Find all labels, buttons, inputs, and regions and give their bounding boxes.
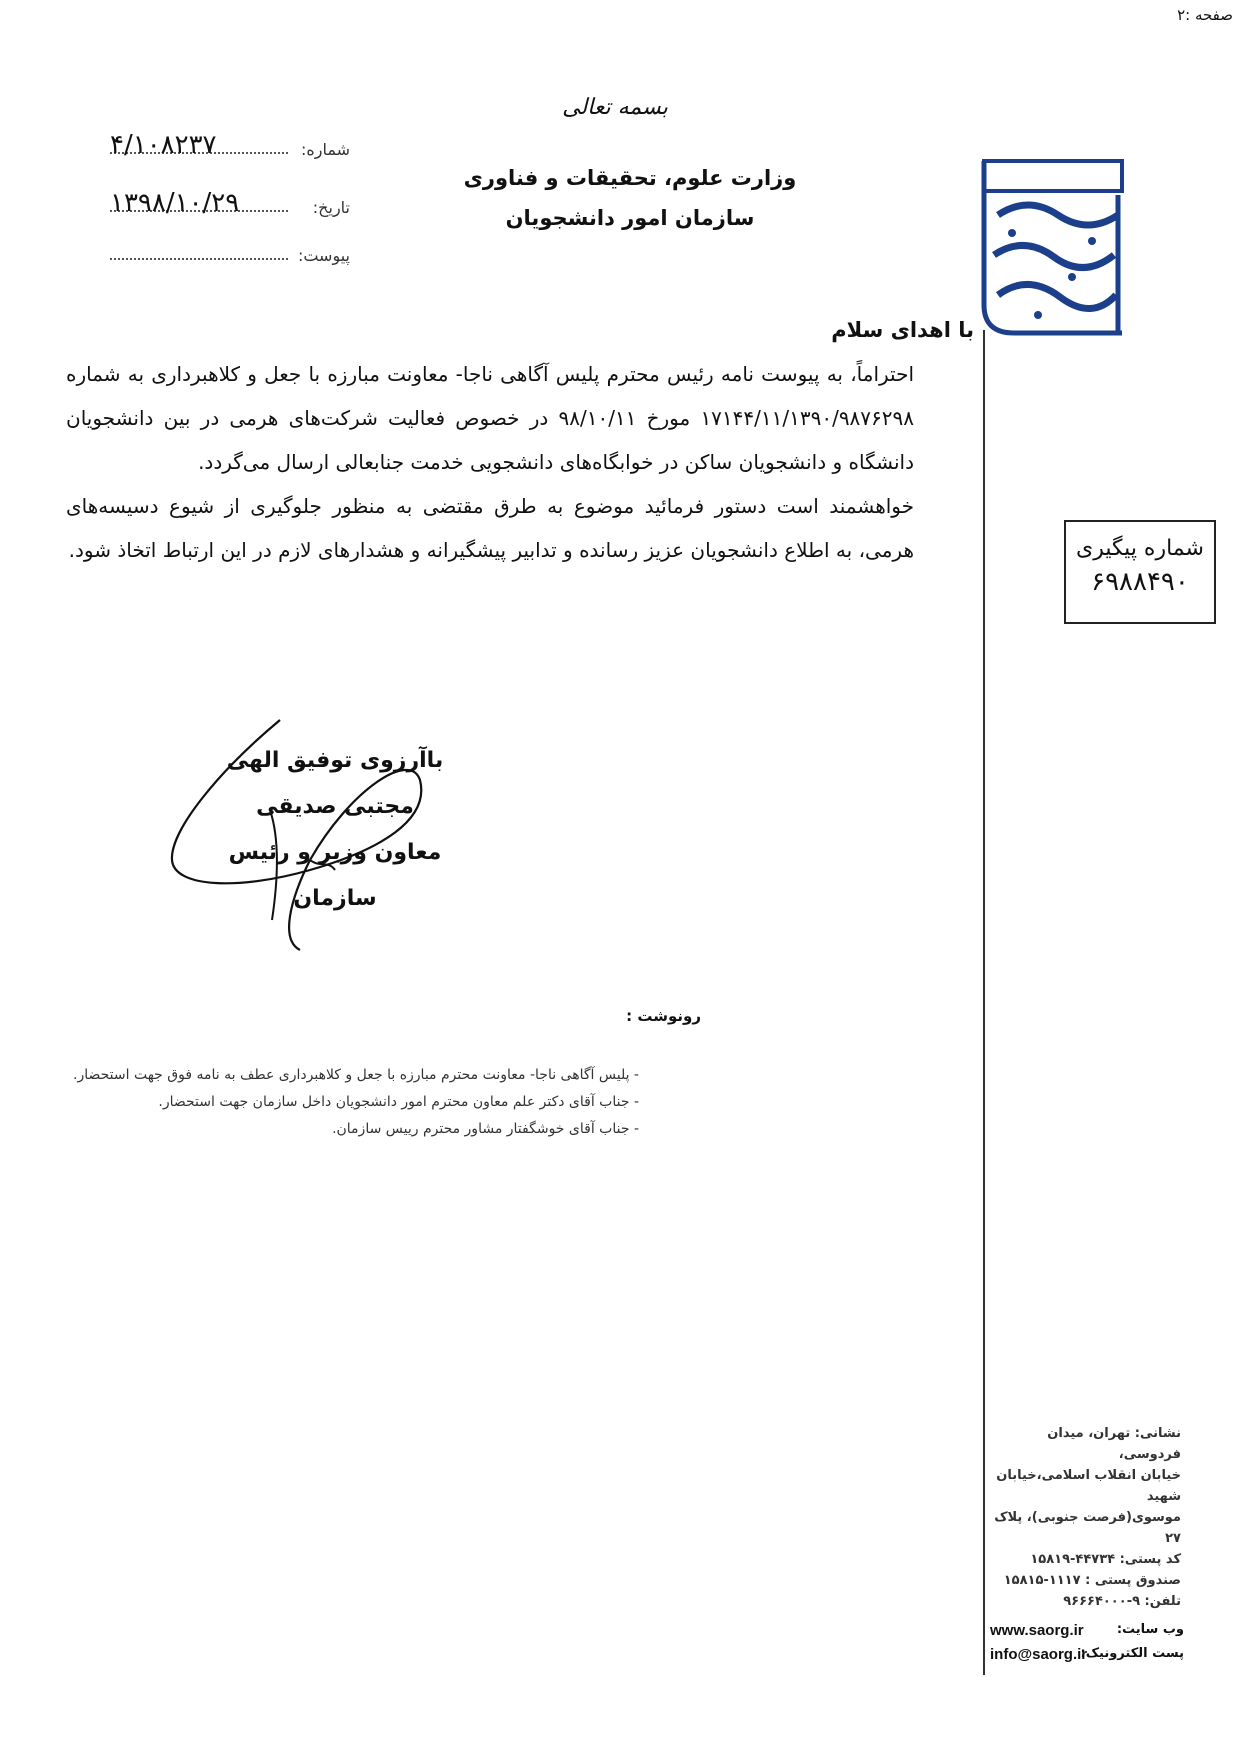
website-row — [990, 1622, 1190, 1646]
tracking-box — [1064, 520, 1216, 624]
body-paragraph-2: خواهشمند است دستور فرمائید موضوع به طرق مقتضی به منظور جلوگیری از شیوع دسیسه‌های هرمی، به اطلاع دانشجویان عزیز رسانده و تدابیر پیشگیرانه و هشدارهای لازم در این ارتباط اتخاذ شود. — [66, 494, 914, 562]
cc-item: - پلیس آگاهی ناجا- معاونت محترم مبارزه با جعل و کلاهبرداری عطف به نامه فوق جهت استحضار. — [73, 1067, 639, 1083]
letter-number-row — [110, 130, 350, 168]
address-line: خیابان انقلاب اسلامی،خیابان شهید — [996, 1468, 1181, 1504]
body-paragraph-1: احتراماً، به پیوست نامه رئیس محترم پلیس آگاهی ناجا- معاونت مبارزه با جعل و کلاهبرداری به شماره ۱۷۱۴۴/۱۱/۱۳۹۰/۹۸۷۶۲۹۸ مورخ ۹۸/۱۰/۱۱ در خصوص فعالیت شرکت‌های هرمی در بین دانشجویان دانشگاه و دانشجویان ساکن در خوابگاه‌های دانشجویی خدمت جنابعالی ارسال می‌گردد. — [66, 362, 915, 474]
invocation: بسمه تعالی — [562, 95, 668, 120]
email-label: پست الکترونیک: — [1080, 1646, 1184, 1661]
letter-body — [66, 352, 974, 572]
address-line: نشانی: تهران، میدان فردوسی، — [1047, 1426, 1181, 1462]
cc-title: رونوشت : — [626, 1007, 701, 1025]
address-line: موسوی(فرصت جنوبی)، پلاک ۲۷ — [994, 1510, 1181, 1546]
tracking-number: ۶۹۸۸۴۹۰ — [1091, 567, 1189, 597]
letter-date-label: تاریخ: — [312, 198, 350, 217]
email-link[interactable]: info@saorg.ir — [990, 1646, 1088, 1663]
organization-name: سازمان امور دانشجویان — [505, 206, 755, 230]
ministry-name: وزارت علوم، تحقیقات و فناوری — [463, 166, 797, 190]
website-label: وب سایت: — [1116, 1622, 1184, 1637]
cc-list — [39, 1062, 639, 1143]
website-link[interactable]: www.saorg.ir — [990, 1622, 1084, 1639]
page-number: صفحه :۲ — [1177, 6, 1233, 24]
letter-date-row — [110, 188, 350, 226]
address-line: کد پستی: ۴۴۷۳۴-۱۵۸۱۹ — [1030, 1552, 1181, 1567]
footer-address — [981, 1423, 1181, 1612]
footer-contact — [990, 1622, 1190, 1682]
letter-attachment-label: پیوست: — [297, 246, 350, 265]
greeting: با اهدای سلام — [831, 318, 974, 342]
signer-title: معاون وزیر و رئیس سازمان — [228, 840, 442, 911]
letter-number-value: ۴/۱۰۸۲۳۷ — [110, 130, 217, 160]
letter-attachment-row — [110, 244, 350, 274]
signature-block — [200, 738, 470, 922]
letter-date-value: ۱۳۹۸/۱۰/۲۹ — [110, 188, 240, 218]
address-line: تلفن: ۹-۹۶۶۶۴۰۰۰ — [1063, 1594, 1181, 1609]
cc-item: - جناب آقای خوشگفتار مشاور محترم رییس سازمان. — [332, 1121, 639, 1137]
letterhead — [460, 158, 800, 238]
signer-name: مجتبی صدیقی — [256, 794, 414, 819]
address-line: صندوق پستی : ۱۱۱۷-۱۵۸۱۵ — [1003, 1573, 1181, 1588]
letter-number-label: شماره: — [300, 140, 350, 159]
organization-logo — [968, 155, 1128, 345]
signature-closing: باآرزوی توفیق الهی — [226, 748, 444, 773]
letter-attachment-dots — [110, 258, 288, 260]
tracking-label: شماره پیگیری — [1076, 536, 1204, 561]
email-row — [990, 1646, 1190, 1670]
cc-item: - جناب آقای دکتر علم معاون محترم امور دانشجویان داخل سازمان جهت استحضار. — [158, 1094, 639, 1110]
